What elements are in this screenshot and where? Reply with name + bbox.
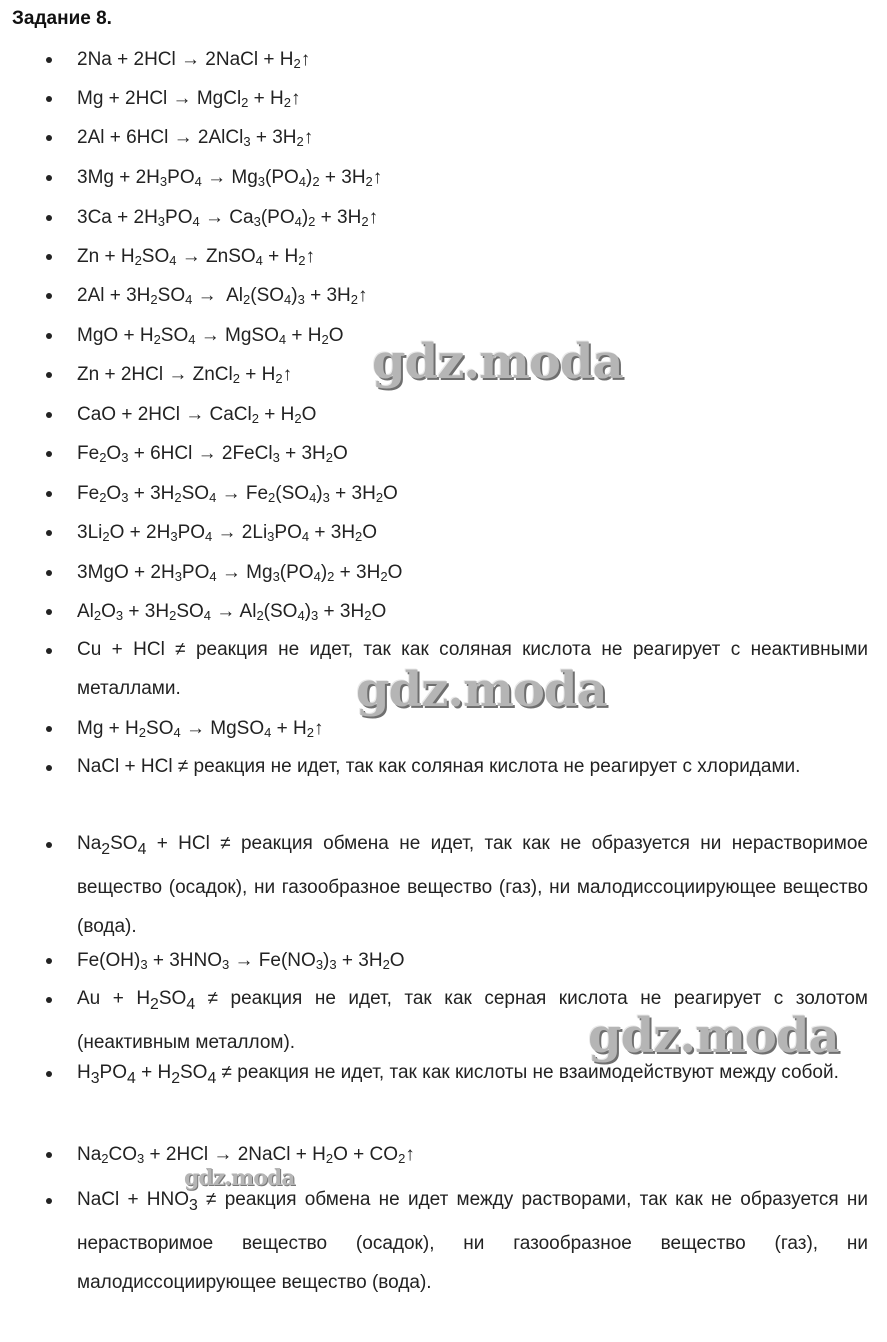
text-run: PO: [177, 522, 206, 543]
text-run: O: [301, 404, 317, 425]
text-run: Na: [77, 1144, 102, 1165]
subscript: 3: [121, 450, 129, 465]
text-run: SO: [180, 1062, 208, 1083]
item-text: [77, 988, 868, 1053]
text-run: SO: [181, 483, 210, 504]
text-run: SO: [176, 601, 204, 622]
reaction-equation-item: [77, 246, 868, 268]
text-run: O: [332, 443, 348, 464]
subscript: 2: [380, 569, 388, 584]
subscript: 2: [364, 608, 372, 623]
subscript: 2: [243, 292, 251, 307]
text-run: 3Mg + 2H: [77, 167, 160, 188]
subscript: 3: [267, 529, 275, 544]
subscript: 3: [322, 490, 330, 505]
subscript: 2: [283, 95, 292, 110]
subscript: 2: [296, 134, 304, 149]
subscript: 3: [140, 957, 148, 972]
subscript: 2: [268, 490, 276, 505]
subscript: 2: [99, 490, 107, 505]
subscript: 2: [365, 174, 373, 189]
text-run: Zn + 2HCl → ZnCl: [77, 364, 233, 385]
subscript: 2: [293, 56, 301, 71]
item-text: [77, 88, 301, 110]
subscript: 4: [186, 995, 196, 1013]
subscript: 4: [278, 332, 287, 347]
subscript: 3: [311, 608, 319, 623]
subscript: 4: [298, 174, 307, 189]
text-run: O: [389, 950, 405, 971]
item-text: [77, 483, 398, 505]
text-run: + 3H: [279, 443, 326, 464]
text-run: Al: [77, 601, 94, 622]
text-run: Fe: [77, 483, 100, 504]
text-run: + HCl ≠ реакция обмена не идет, так как не образуется ни нерастворимое вещество (осадок), ни газообразное вещество (газ), ни малодиссоциирующее вещество (вода).: [77, 833, 868, 937]
text-run: SO: [160, 325, 189, 346]
text-run: 2Al + 3H: [77, 285, 151, 306]
subscript: 2: [150, 292, 158, 307]
text-run: + 3HNO: [147, 950, 223, 971]
subscript: 3: [170, 529, 178, 544]
subscript: 3: [315, 957, 324, 972]
subscript: 2: [241, 95, 249, 110]
text-run: ↑: [368, 207, 379, 228]
watermark-logo: gdz.moda: [372, 334, 623, 390]
text-run: + 3H: [315, 207, 362, 228]
text-run: O: [362, 522, 378, 543]
subscript: 2: [327, 569, 335, 584]
item-text: [77, 167, 382, 189]
text-run: ): [320, 562, 328, 583]
text-run: ↑: [303, 127, 314, 148]
text-run: SO: [157, 285, 186, 306]
subscript: 3: [137, 1151, 145, 1166]
text-run: ↑: [313, 718, 324, 739]
text-run: + 3H: [319, 167, 366, 188]
subscript: 4: [309, 490, 317, 505]
text-run: O: [383, 483, 398, 504]
text-run: ): [301, 207, 309, 228]
subscript: 2: [256, 608, 264, 623]
subscript: 2: [275, 371, 283, 386]
text-run: → Al: [211, 601, 257, 622]
text-run: ↑: [305, 246, 316, 267]
text-run: + H: [135, 1062, 172, 1083]
subscript: 4: [169, 253, 177, 268]
subscript: 2: [382, 957, 390, 972]
task-title: Задание 8.: [12, 8, 112, 29]
text-run: Au + H: [77, 988, 151, 1009]
text-run: ≠ реакция обмена не идет между растворами, так как не образуется ни нерастворимое вещество (осадок), ни газообразное вещество (газ), ни малодиссоциирующее вещество (вода).: [77, 1189, 868, 1293]
subscript: 4: [209, 569, 217, 584]
subscript: 4: [209, 490, 217, 505]
text-run: + 3H: [304, 285, 351, 306]
subscript: 2: [398, 1151, 406, 1166]
text-run: + 6HCl → 2FeCl: [128, 443, 273, 464]
text-run: + 2HCl → 2NaCl + H: [144, 1144, 326, 1165]
text-run: ↑: [358, 285, 368, 306]
text-run: ): [304, 601, 312, 622]
subscript: 4: [192, 214, 200, 229]
subscript: 2: [101, 840, 111, 858]
text-run: O: [371, 601, 387, 622]
reaction-equation-item: [77, 404, 868, 426]
watermark-logo: gdz.moda: [184, 1165, 295, 1191]
text-run: SO: [146, 718, 174, 739]
text-run: + H: [248, 88, 284, 109]
text-run: 3MgO + 2H: [77, 562, 175, 583]
subscript: 3: [157, 214, 166, 229]
text-run: Zn + H: [77, 246, 135, 267]
text-run: → 2Li: [212, 522, 268, 543]
text-run: + 3H: [329, 483, 376, 504]
subscript: 4: [264, 725, 272, 740]
item-text: [77, 49, 310, 71]
reaction-equation-item: [77, 562, 868, 584]
text-run: PO: [167, 167, 195, 188]
text-run: + H: [239, 364, 276, 385]
item-text: [77, 443, 348, 465]
text-run: SO: [110, 833, 138, 854]
text-run: + H: [258, 404, 295, 425]
subscript: 2: [375, 490, 384, 505]
reaction-equation-item: [77, 522, 868, 544]
subscript: 2: [361, 214, 369, 229]
subscript: 2: [99, 450, 107, 465]
subscript: 2: [308, 214, 316, 229]
subscript: 4: [137, 840, 147, 858]
text-run: + 3H: [336, 950, 383, 971]
subscript: 4: [297, 608, 305, 623]
watermark-logo: gdz.moda: [356, 662, 607, 718]
text-run: ): [291, 285, 298, 306]
item-text: [77, 639, 868, 699]
text-run: + 3H: [123, 601, 170, 622]
text-run: Mg + H: [77, 718, 139, 739]
text-run: → Mg: [201, 167, 258, 188]
text-run: (PO: [279, 562, 314, 583]
subscript: 2: [153, 332, 161, 347]
subscript: 2: [102, 529, 110, 544]
reaction-equation-item: [77, 483, 868, 505]
subscript: 3: [189, 1196, 198, 1214]
text-run: NaCl + HCl ≠ реакция не идет, так как соляная кислота не реагирует с хлоридами.: [77, 756, 801, 777]
text-run: + 3H: [334, 562, 381, 583]
text-run: ↑: [405, 1144, 415, 1165]
item-text: [77, 950, 405, 972]
text-run: (SO: [275, 483, 310, 504]
text-run: Mg + 2HCl → MgCl: [77, 88, 242, 109]
reaction-equation-item: [77, 127, 868, 149]
subscript: 2: [134, 253, 142, 268]
subscript: 2: [298, 253, 306, 268]
text-run: ): [323, 950, 330, 971]
text-run: ↑: [282, 364, 293, 385]
reaction-equation-item: [77, 364, 868, 386]
item-text: [77, 207, 378, 229]
reaction-equation-item: [77, 207, 868, 229]
subscript: 4: [207, 1069, 217, 1087]
item-text: [77, 562, 402, 584]
subscript: 4: [203, 608, 212, 623]
text-run: → Al: [192, 285, 244, 306]
text-run: O: [387, 562, 403, 583]
subscript: 2: [169, 608, 177, 623]
text-run: O + 2H: [109, 522, 171, 543]
subscript: 2: [138, 725, 147, 740]
text-run: + 3H: [250, 127, 297, 148]
subscript: 2: [312, 174, 320, 189]
subscript: 3: [115, 608, 124, 623]
item-text: [77, 364, 292, 386]
text-run: PO: [99, 1062, 127, 1083]
text-run: O: [106, 443, 122, 464]
text-run: O: [106, 483, 122, 504]
reaction-equation-item: [77, 49, 868, 71]
text-run: Na: [77, 833, 102, 854]
text-run: ): [306, 167, 313, 188]
reaction-explanation-item: [77, 1054, 868, 1098]
item-text: [77, 522, 377, 544]
item-text: [77, 127, 313, 149]
text-run: + H: [286, 325, 322, 346]
subscript: 3: [329, 957, 337, 972]
text-run: O + CO: [333, 1144, 399, 1165]
reaction-equation-item: [77, 167, 868, 189]
reaction-explanation-item: [77, 980, 868, 1063]
subscript: 2: [355, 529, 363, 544]
text-run: O: [101, 601, 116, 622]
reaction-explanation-item: [77, 748, 868, 787]
subscript: 3: [90, 1069, 100, 1087]
reaction-equation-item: [77, 950, 868, 972]
subscript: 4: [255, 253, 263, 268]
text-run: H: [77, 1062, 91, 1083]
text-run: → Fe: [216, 483, 269, 504]
subscript: 4: [185, 292, 193, 307]
item-text: [77, 285, 368, 307]
text-run: CaO + 2HCl → CaCl: [77, 404, 252, 425]
text-run: + 3H: [318, 601, 365, 622]
subscript: 2: [171, 1069, 180, 1087]
text-run: → Ca: [199, 207, 254, 228]
reaction-explanation-item: [77, 825, 868, 946]
text-run: + 3H: [309, 522, 356, 543]
watermark-logo: gdz.moda: [588, 1008, 839, 1064]
subscript: 2: [101, 1151, 109, 1166]
subscript: 3: [159, 174, 168, 189]
subscript: 3: [121, 490, 129, 505]
subscript: 4: [188, 332, 196, 347]
subscript: 3: [243, 134, 251, 149]
text-run: → Mg: [216, 562, 273, 583]
text-run: → MgSO: [195, 325, 279, 346]
text-run: O: [328, 325, 344, 346]
text-run: ≠ реакция не идет, так как кислоты не взаимодействуют между собой.: [216, 1062, 839, 1083]
subscript: 3: [174, 569, 182, 584]
text-run: Fe: [77, 443, 100, 464]
subscript: 2: [174, 490, 182, 505]
reaction-explanation-item: [77, 631, 868, 708]
subscript: 2: [232, 371, 240, 386]
item-text: [77, 246, 315, 268]
text-run: (PO: [265, 167, 299, 188]
reaction-equation-item: [77, 443, 868, 465]
item-text: [77, 404, 316, 426]
reaction-equation-item: [77, 601, 868, 623]
subscript: 4: [284, 292, 292, 307]
text-run: ↑: [372, 167, 383, 188]
text-run: PO: [165, 207, 193, 228]
subscript: 3: [297, 292, 305, 307]
reaction-equation-item: [77, 1144, 868, 1166]
item-text: [77, 1189, 868, 1293]
subscript: 2: [251, 411, 259, 426]
subscript: 2: [321, 332, 329, 347]
subscript: 4: [294, 214, 302, 229]
text-run: + 3H: [128, 483, 175, 504]
item-text: [77, 1062, 839, 1087]
text-run: ): [316, 483, 323, 504]
subscript: 2: [325, 450, 333, 465]
text-run: ↑: [291, 88, 301, 109]
subscript: 2: [325, 1151, 334, 1166]
reaction-explanation-item: [77, 1181, 868, 1302]
subscript: 3: [222, 957, 230, 972]
item-text: [77, 1144, 415, 1166]
subscript: 2: [306, 725, 314, 740]
text-run: 3Li: [77, 522, 103, 543]
text-run: → MgSO: [180, 718, 265, 739]
text-run: → Fe(NO: [229, 950, 316, 971]
subscript: 3: [253, 214, 261, 229]
reaction-equation-item: [77, 718, 868, 740]
subscript: 2: [350, 292, 359, 307]
item-text: [77, 833, 868, 937]
subscript: 4: [194, 174, 202, 189]
text-run: (PO: [260, 207, 295, 228]
subscript: 2: [93, 608, 102, 623]
subscript: 4: [313, 569, 321, 584]
reaction-equation-item: [77, 325, 868, 347]
text-run: CO: [108, 1144, 138, 1165]
text-run: 2Al + 6HCl → 2AlCl: [77, 127, 244, 148]
text-run: + H: [262, 246, 299, 267]
text-run: (SO: [263, 601, 298, 622]
item-text: [77, 756, 800, 777]
text-run: SO: [141, 246, 170, 267]
subscript: 4: [173, 725, 181, 740]
text-run: ≠ реакция не идет, так как серная кислота не реагирует с золотом (неактивным металлом).: [77, 988, 868, 1054]
subscript: 4: [301, 529, 310, 544]
text-run: SO: [158, 988, 187, 1009]
text-run: ↑: [300, 49, 311, 70]
reaction-equation-item: [77, 88, 868, 110]
text-run: MgO + H: [77, 325, 154, 346]
reaction-equation-item: [77, 285, 868, 307]
subscript: 3: [272, 450, 280, 465]
subscript: 2: [150, 995, 159, 1013]
subscript: 3: [272, 569, 280, 584]
text-run: Cu + HCl ≠ реакция не идет, так как соляная кислота не реагирует с неактивными металлами.: [77, 639, 868, 699]
text-run: + H: [271, 718, 307, 739]
text-run: PO: [181, 562, 210, 583]
text-run: → ZnSO: [176, 246, 256, 267]
subscript: 3: [257, 174, 266, 189]
subscript: 2: [294, 411, 302, 426]
item-text: [77, 718, 323, 740]
text-run: PO: [274, 522, 302, 543]
text-run: NaCl + HNO: [77, 1189, 190, 1210]
text-run: 3Ca + 2H: [77, 207, 158, 228]
item-text: [77, 601, 386, 623]
item-text: [77, 325, 344, 347]
text-run: 2Na + 2HCl → 2NaCl + H: [77, 49, 294, 70]
text-run: (SO: [250, 285, 285, 306]
subscript: 4: [127, 1069, 136, 1087]
text-run: Fe(OH): [77, 950, 141, 971]
subscript: 4: [205, 529, 213, 544]
